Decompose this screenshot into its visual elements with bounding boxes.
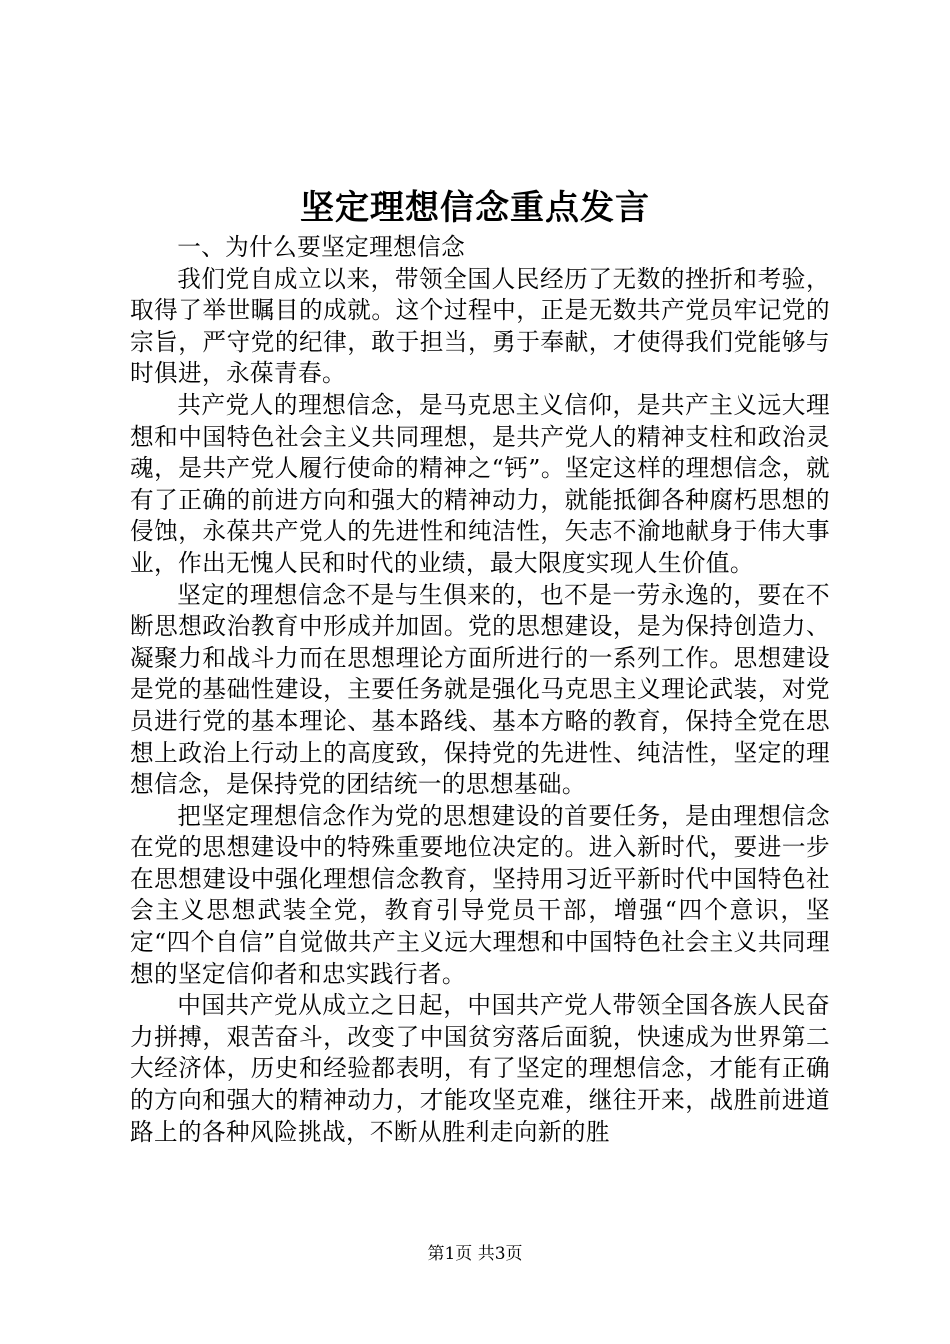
paragraph: 共产党人的理想信念，是马克思主义信仰，是共产主义远大理想和中国特色社会主义共同理想，是共产党人的精神支柱和政治灵魂，是共产党人履行使命的精神之“钙”。坚定这样的理想信念，就有了正确的前进方向和强大的精神动力，就能抵御各种腐朽思想的侵蚀，永葆共产党人的先进性和纯洁性，矢志不渝地献身于伟大事业，作出无愧人民和时代的业绩，最大限度实现人生价值。	[130, 390, 830, 577]
paragraph: 把坚定理想信念作为党的思想建设的首要任务，是由理想信念在党的思想建设中的特殊重要地位决定的。进入新时代，要进一步在思想建设中强化理想信念教育，坚持用习近平新时代中国特色社会主义思想武装全党，教育引导党员干部，增强“四个意识，坚定“四个自信”自觉做共产主义远大理想和中国特色社会主义共同理想的坚定信仰者和忠实践行者。	[130, 801, 830, 988]
section-heading: 一、为什么要坚定理想信念	[177, 233, 466, 261]
paragraph: 我们党自成立以来，带领全国人民经历了无数的挫折和考验，取得了举世瞩目的成就。这个过程中，正是无数共产党员牢记党的宗旨，严守党的纪律，敢于担当，勇于奉献，才使得我们党能够与时俱进，永葆青春。	[130, 264, 830, 388]
document-body	[130, 232, 830, 1148]
document-title: 坚定理想信念重点发言	[300, 188, 650, 228]
paragraph: 坚定的理想信念不是与生俱来的，也不是一劳永逸的，要在不断思想政治教育中形成并加固。党的思想建设，是为保持创造力、凝聚力和战斗力而在思想理论方面所进行的一系列工作。思想建设是党的基础性建设，主要任务就是强化马克思主义理论武装，对党员进行党的基本理论、基本路线、基本方略的教育，保持全党在思想上政治上行动上的高度致，保持党的先进性、纯洁性，坚定的理想信念，是保持党的团结统一的思想基础。	[130, 580, 830, 799]
page-footer: 第1页 共3页	[427, 1244, 523, 1264]
paragraph: 中国共产党从成立之日起，中国共产党人带领全国各族人民奋力拼搏，艰苦奋斗，改变了中国贫穷落后面貌，快速成为世界第二大经济体，历史和经验都表明，有了坚定的理想信念，才能有正确的方向和强大的精神动力，才能攻坚克难，继往开来，战胜前进道路上的各种风险挑战，不断从胜利走向新的胜	[130, 991, 830, 1146]
